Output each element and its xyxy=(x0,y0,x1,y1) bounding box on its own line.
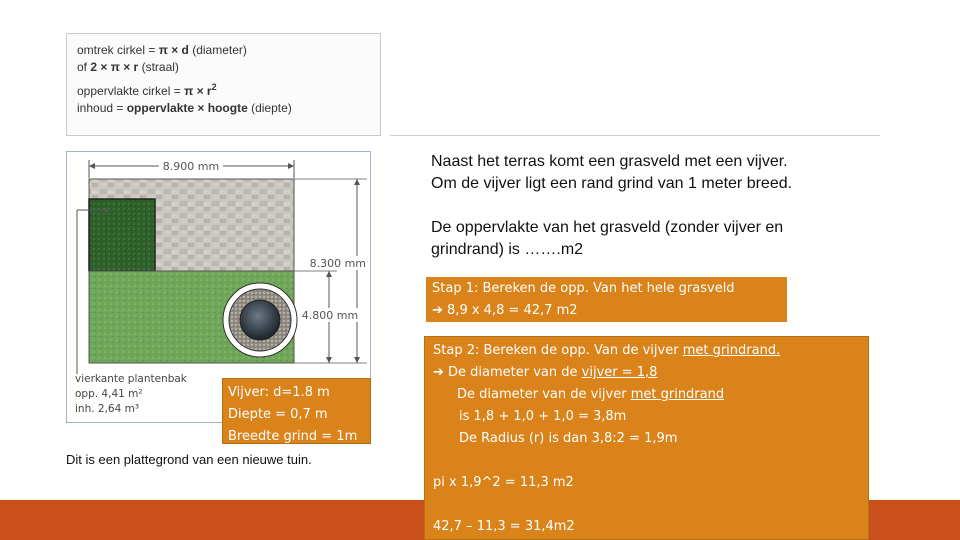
formula-bold: oppervlakte × hoogte xyxy=(126,101,248,115)
step2-emphasis: vijver = 1,8 xyxy=(581,365,658,380)
divider-line xyxy=(390,135,880,136)
formula-text: inhoud = xyxy=(77,101,127,115)
step1-result: 8,9 x 4,8 = 42,7 m2 xyxy=(442,303,578,318)
step1-box xyxy=(426,277,787,322)
step2-circle-area: pi x 1,9^2 = 11,3 m2 xyxy=(433,475,574,490)
formula-text: oppervlakte cirkel = xyxy=(77,84,185,98)
formula-box xyxy=(66,33,381,136)
step2-gravel-diameter xyxy=(433,384,860,406)
final-answer: 42,7 – 11,3 = 31,4m2 xyxy=(433,519,575,534)
intro-line-2: Om de vijver ligt een rand grind van 1 meter breed. xyxy=(431,175,793,192)
lawn-dimension-label: 4.800 mm xyxy=(301,309,359,322)
pond-depth: Diepte = 0,7 m xyxy=(228,407,328,422)
formula-text: (diepte) xyxy=(247,101,292,115)
pond-info-box xyxy=(222,378,371,444)
intro-line-1: Naast het terras komt een grasveld met een vijver. xyxy=(431,153,788,170)
step2-radius: De Radius (r) is dan 3,8:2 = 1,9m xyxy=(459,431,678,446)
step2-pond-diameter xyxy=(433,362,860,384)
pond-water xyxy=(240,300,280,340)
formula-bold: 2 × π × r xyxy=(90,60,139,74)
arrow-icon: ➔ xyxy=(432,303,443,318)
step2-title xyxy=(433,340,860,362)
formula-volume xyxy=(77,100,370,117)
formula-text: (diameter) xyxy=(188,43,247,57)
formula-exponent: 2 xyxy=(211,82,217,92)
arrow-icon: ➔ xyxy=(433,365,444,380)
step2-text: De diameter van de xyxy=(443,365,582,380)
step2-text: De diameter van de vijver xyxy=(457,387,631,402)
gravel-width: Breedte grind = 1m xyxy=(228,429,358,444)
height-dimension-label: 8.300 mm xyxy=(309,257,366,270)
step2-title-text: Stap 2: Bereken de opp. Van de vijver xyxy=(433,343,683,358)
plan-caption: Dit is een plattegrond van een nieuwe tuin. xyxy=(66,452,312,467)
formula-circumference xyxy=(77,42,370,59)
pond-diameter: Vijver: d=1.8 m xyxy=(228,385,330,400)
step2-diameter-sum: is 1,8 + 1,0 + 1,0 = 3,8m xyxy=(459,409,627,424)
formula-bold: π × r xyxy=(184,84,212,98)
step2-title-emphasis: met grindrand. xyxy=(682,343,781,358)
formula-circumference-radius xyxy=(77,59,370,76)
question-line-2: grindrand) is …….m2 xyxy=(431,241,584,258)
formula-area xyxy=(77,79,370,100)
planter-volume: inh. 2,64 m³ xyxy=(75,403,140,415)
planter-area: opp. 4,41 m² xyxy=(75,388,143,400)
formula-text: omtrek cirkel = xyxy=(77,43,159,57)
step2-emphasis: met grindrand xyxy=(630,387,725,402)
planter-label: vierkante plantenbak xyxy=(75,373,187,385)
step1-title: Stap 1: Bereken de opp. Van het hele grasveld xyxy=(432,281,735,296)
formula-text: of xyxy=(77,60,91,74)
question-line-1: De oppervlakte van het grasveld (zonder vijver en xyxy=(431,219,784,236)
width-dimension-label: 8.900 mm xyxy=(162,160,220,173)
formula-text: (straal) xyxy=(138,60,179,74)
step1-calculation xyxy=(432,300,781,322)
formula-bold: π × d xyxy=(158,43,189,57)
step2-box xyxy=(424,336,869,540)
